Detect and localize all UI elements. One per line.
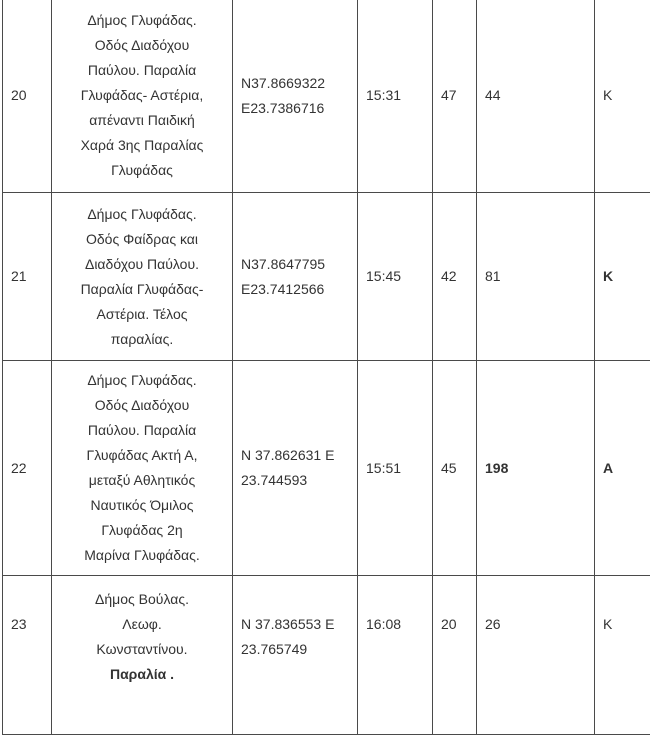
location-line: Γλυφάδας Ακτή Α,: [60, 443, 224, 468]
temperature-cell: 45: [433, 361, 477, 576]
coordinate-line: N 37.862631 E: [241, 443, 349, 468]
location-line-bold: Παραλία .: [60, 662, 224, 687]
coordinates-cell: [233, 0, 358, 193]
coordinate-line: N37.8669322: [241, 71, 349, 96]
coordinate-line: E23.7412566: [241, 277, 349, 302]
location-line: Οδός Φαίδρας και: [60, 227, 224, 252]
location-cell: [52, 361, 233, 576]
location-cell: [52, 193, 233, 361]
coordinate-line: 23.744593: [241, 468, 349, 493]
location-cell: [52, 0, 233, 193]
location-line: Γλυφάδας 2η: [60, 518, 224, 543]
location-line: Παύλου. Παραλία: [60, 58, 224, 83]
value-cell: 198: [477, 361, 595, 576]
table-row: [3, 193, 650, 361]
coordinate-line: E23.7386716: [241, 96, 349, 121]
coordinate-line: 23.765749: [241, 637, 349, 662]
coordinates-cell: [233, 193, 358, 361]
coordinate-line: N 37.836553 E: [241, 612, 349, 637]
location-line: Δήμος Βούλας.: [60, 587, 224, 612]
location-line: Διαδόχου Παύλου.: [60, 252, 224, 277]
coordinate-line: N37.8647795: [241, 252, 349, 277]
location-line: μεταξύ Αθλητικός: [60, 468, 224, 493]
row-number: 20: [3, 0, 52, 193]
row-number: 21: [3, 193, 52, 361]
value-cell: 44: [477, 0, 595, 193]
time-cell: 15:31: [358, 0, 433, 193]
row-number: 22: [3, 361, 52, 576]
temperature-cell: 42: [433, 193, 477, 361]
location-line: παραλίας.: [60, 327, 224, 352]
location-line: Χαρά 3ης Παραλίας: [60, 133, 224, 158]
location-line: Γλυφάδας- Αστέρια,: [60, 83, 224, 108]
temperature-cell: 20: [433, 576, 477, 735]
location-line: Παραλία Γλυφάδας-: [60, 277, 224, 302]
location-line: Κωνσταντίνου.: [60, 637, 224, 662]
value-cell: 26: [477, 576, 595, 735]
location-cell: [52, 576, 233, 735]
coordinates-cell: [233, 361, 358, 576]
location-line: Οδός Διαδόχου: [60, 393, 224, 418]
location-line: Αστέρια. Τέλος: [60, 302, 224, 327]
location-line: Μαρίνα Γλυφάδας.: [60, 543, 224, 568]
grade-cell: A: [595, 361, 650, 576]
location-line: Δήμος Γλυφάδας.: [60, 8, 224, 33]
coordinates-cell: [233, 576, 358, 735]
table-row: [3, 361, 650, 576]
location-line: Δήμος Γλυφάδας.: [60, 368, 224, 393]
time-cell: 15:51: [358, 361, 433, 576]
location-line: Γλυφάδας: [60, 158, 224, 183]
location-line: Παύλου. Παραλία: [60, 418, 224, 443]
value-cell: 81: [477, 193, 595, 361]
location-line: απέναντι Παιδική: [60, 108, 224, 133]
water-quality-table: [2, 0, 650, 735]
location-line: Δήμος Γλυφάδας.: [60, 202, 224, 227]
location-line: Οδός Διαδόχου: [60, 33, 224, 58]
grade-cell: K: [595, 576, 650, 735]
location-line: Ναυτικός Όμιλος: [60, 493, 224, 518]
table-row: [3, 0, 650, 193]
row-number: 23: [3, 576, 52, 735]
time-cell: 16:08: [358, 576, 433, 735]
grade-cell: K: [595, 193, 650, 361]
grade-cell: K: [595, 0, 650, 193]
table-row: [3, 576, 650, 735]
time-cell: 15:45: [358, 193, 433, 361]
temperature-cell: 47: [433, 0, 477, 193]
location-line: Λεωφ.: [60, 612, 224, 637]
